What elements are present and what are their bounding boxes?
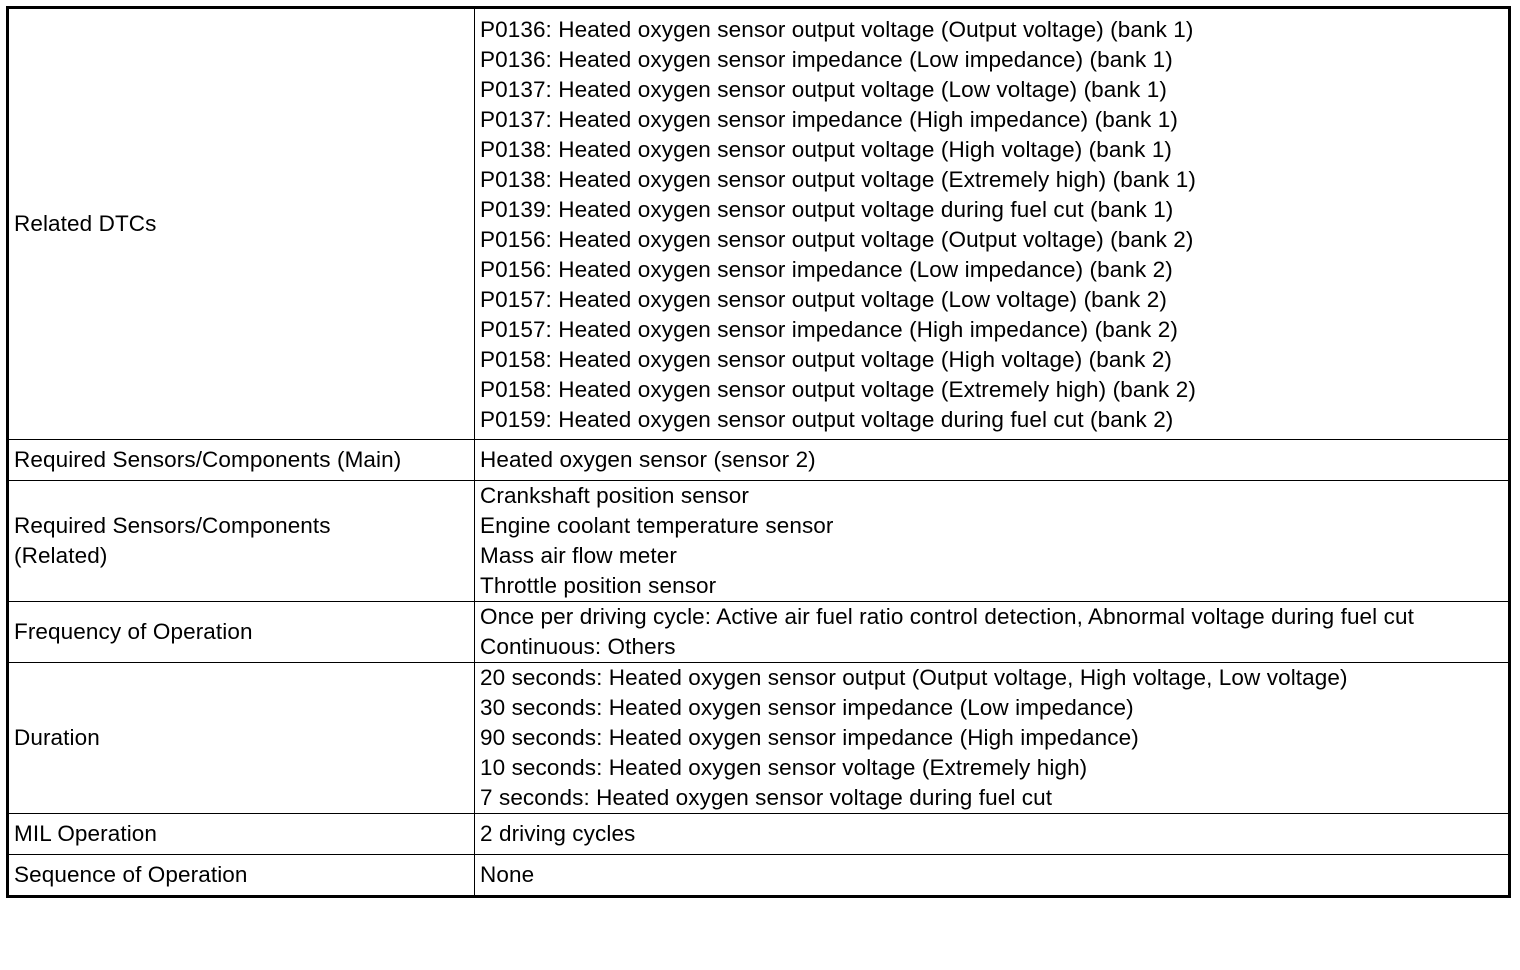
duration-line: 20 seconds: Heated oxygen sensor output (Output voltage, High voltage, Low voltage) (480, 665, 1348, 690)
related-dtcs-label: Related DTCs (8, 8, 475, 440)
mil-operation-label: MIL Operation (8, 814, 475, 855)
mil-line: 2 driving cycles (480, 821, 636, 846)
dtc-line: P0159: Heated oxygen sensor output voltage during fuel cut (bank 2) (480, 407, 1174, 432)
row-frequency (8, 602, 1510, 663)
required-main-value (475, 440, 1510, 481)
dtc-line: P0139: Heated oxygen sensor output voltage during fuel cut (bank 1) (480, 197, 1174, 222)
duration-line: 7 seconds: Heated oxygen sensor voltage during fuel cut (480, 785, 1053, 810)
component-line: Engine coolant temperature sensor (480, 513, 834, 538)
component-line: Heated oxygen sensor (sensor 2) (480, 447, 816, 472)
frequency-line: Continuous: Others (480, 634, 676, 659)
row-required-main (8, 440, 1510, 481)
monitor-spec-table (6, 6, 1511, 898)
sequence-label: Sequence of Operation (8, 855, 475, 897)
dtc-line: P0138: Heated oxygen sensor output voltage (Extremely high) (bank 1) (480, 167, 1196, 192)
frequency-value (475, 602, 1510, 663)
dtc-line: P0156: Heated oxygen sensor impedance (Low impedance) (bank 2) (480, 257, 1173, 282)
row-mil-operation (8, 814, 1510, 855)
row-related-dtcs (8, 8, 1510, 440)
mil-operation-value (475, 814, 1510, 855)
dtc-line: P0136: Heated oxygen sensor output voltage (Output voltage) (bank 1) (480, 17, 1194, 42)
component-line: Mass air flow meter (480, 543, 677, 568)
required-related-value (475, 481, 1510, 602)
dtc-line: P0157: Heated oxygen sensor impedance (High impedance) (bank 2) (480, 317, 1178, 342)
component-line: Crankshaft position sensor (480, 483, 749, 508)
dtc-line: P0158: Heated oxygen sensor output voltage (Extremely high) (bank 2) (480, 377, 1196, 402)
row-required-related (8, 481, 1510, 602)
sequence-line: None (480, 862, 535, 887)
dtc-line: P0156: Heated oxygen sensor output voltage (Output voltage) (bank 2) (480, 227, 1194, 252)
duration-line: 10 seconds: Heated oxygen sensor voltage (Extremely high) (480, 755, 1088, 780)
duration-value (475, 663, 1510, 814)
dtc-line: P0157: Heated oxygen sensor output voltage (Low voltage) (bank 2) (480, 287, 1167, 312)
label-line: Required Sensors/Components (14, 513, 331, 538)
dtc-line: P0137: Heated oxygen sensor impedance (High impedance) (bank 1) (480, 107, 1178, 132)
component-line: Throttle position sensor (480, 573, 717, 598)
frequency-label: Frequency of Operation (8, 602, 475, 663)
duration-label: Duration (8, 663, 475, 814)
required-related-label (8, 481, 475, 602)
label-line: (Related) (14, 543, 108, 568)
dtc-line: P0158: Heated oxygen sensor output voltage (High voltage) (bank 2) (480, 347, 1173, 372)
row-sequence (8, 855, 1510, 897)
required-main-label: Required Sensors/Components (Main) (8, 440, 475, 481)
frequency-line: Once per driving cycle: Active air fuel ratio control detection, Abnormal voltage during fuel cut (480, 604, 1414, 629)
duration-line: 30 seconds: Heated oxygen sensor impedance (Low impedance) (480, 695, 1134, 720)
duration-line: 90 seconds: Heated oxygen sensor impedance (High impedance) (480, 725, 1139, 750)
sequence-value (475, 855, 1510, 897)
dtc-line: P0138: Heated oxygen sensor output voltage (High voltage) (bank 1) (480, 137, 1173, 162)
dtc-line: P0136: Heated oxygen sensor impedance (Low impedance) (bank 1) (480, 47, 1173, 72)
dtc-line: P0137: Heated oxygen sensor output voltage (Low voltage) (bank 1) (480, 77, 1167, 102)
row-duration (8, 663, 1510, 814)
related-dtcs-value (475, 8, 1510, 440)
